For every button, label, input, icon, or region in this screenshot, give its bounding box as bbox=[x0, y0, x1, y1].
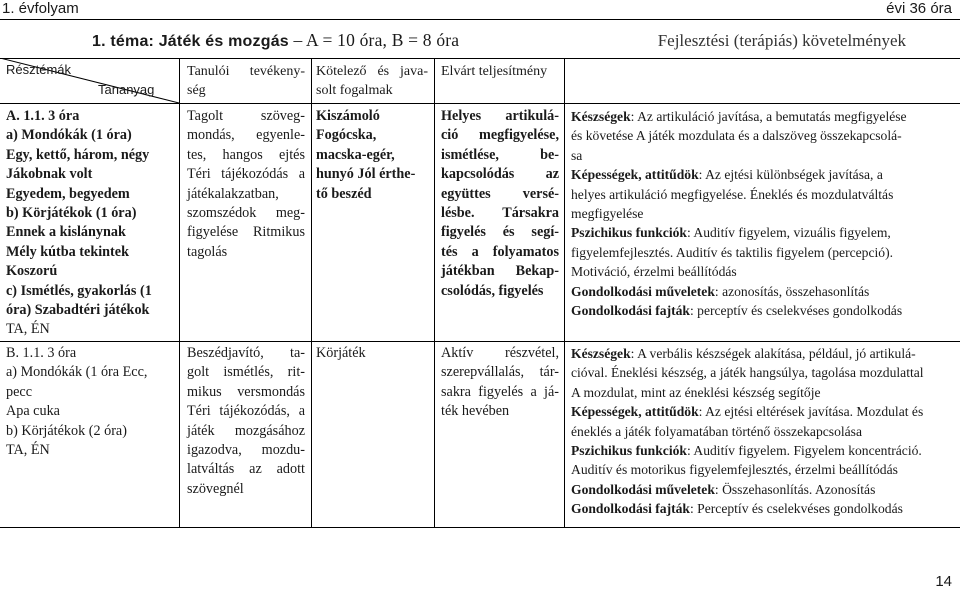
row-b-concepts bbox=[316, 344, 428, 363]
concept-line: Körjáték bbox=[316, 345, 366, 361]
header-activity-line: ség bbox=[187, 83, 206, 99]
concept-line: macska-egér, bbox=[316, 146, 395, 163]
activity-line: tagolás bbox=[187, 243, 228, 260]
requirement-line: sa bbox=[571, 147, 583, 163]
topic-line: b) Körjátékok (2 óra) bbox=[6, 422, 127, 439]
title-prefix: 1. téma: Játék és mozgás bbox=[92, 33, 289, 50]
requirement-line: A mozdulat, mint az éneklési készség segítője bbox=[571, 384, 821, 400]
row-a-topics bbox=[6, 107, 176, 340]
activity-line: Téri tájékozódás a bbox=[187, 166, 305, 183]
requirement-line: Auditív és motorikus figyelemfejlesztés, érzelmi beállítódás bbox=[571, 462, 898, 478]
performance-line: csolódás, figyelés bbox=[441, 282, 544, 299]
header-expected-performance: Elvárt teljesítmény bbox=[441, 64, 548, 79]
topic-line: a) Mondókák (1 óra) bbox=[6, 127, 132, 144]
header-rule bbox=[0, 19, 960, 20]
col-divider-4 bbox=[564, 58, 565, 528]
requirement-line: Pszichikus funkciók: Auditív figyelem, vizuális figyelem, bbox=[571, 225, 891, 241]
performance-line: ismétlése, be- bbox=[441, 146, 559, 163]
topic-line: Koszorú bbox=[6, 263, 58, 280]
col-divider-1 bbox=[179, 58, 180, 528]
requirement-line: éneklés a játék folyamatában történő összekapcsolása bbox=[571, 423, 863, 439]
activity-line: szomszédok meg- bbox=[187, 205, 305, 222]
activity-line: játék mozgásához bbox=[187, 422, 305, 439]
row-b-activities bbox=[187, 344, 305, 499]
performance-line: sakra figyelés a já- bbox=[441, 383, 559, 400]
topic-line: c) Ismétlés, gyakorlás (1 bbox=[6, 282, 152, 299]
row-a-activities bbox=[187, 107, 305, 262]
concept-line: hunyó Jól érthe- bbox=[316, 166, 416, 183]
activity-line: Beszédjavító, ta- bbox=[187, 345, 305, 361]
activity-line: tes, hangos ejtés bbox=[187, 146, 305, 163]
activity-line: játékalakzatban, bbox=[187, 185, 279, 202]
row-a-performance bbox=[441, 107, 559, 301]
requirement-line: Képességek, attitűdök: Az ejtési különbségek javítása, a bbox=[571, 167, 883, 183]
row-b-topics bbox=[6, 344, 176, 460]
topic-line: a) Mondókák (1 óra Ecc, bbox=[6, 364, 148, 381]
requirement-line: Készségek: A verbális készségek alakítása, például, jó artikulá- bbox=[571, 346, 916, 361]
col-divider-3 bbox=[434, 58, 435, 528]
performance-line: játékban Bekap- bbox=[441, 263, 559, 280]
topic-line: TA, ÉN bbox=[6, 321, 50, 338]
topic-line: óra) Szabadtéri játékok bbox=[6, 302, 150, 319]
col-divider-2 bbox=[311, 58, 312, 528]
activity-line: szövegnél bbox=[187, 480, 244, 497]
performance-line: Aktív részvétel, bbox=[441, 345, 559, 361]
header-subtopics: Résztémák bbox=[6, 62, 72, 77]
requirement-line: Gondolkodási fajták: Perceptív és cselekvéses gondolkodás bbox=[571, 501, 903, 517]
requirement-line: Motiváció, érzelmi beállítódás bbox=[571, 264, 737, 280]
topic-line: Mély kútba tekintek bbox=[6, 243, 129, 260]
activity-line: Tagolt szöveg- bbox=[187, 108, 305, 124]
activity-line: figyelése Ritmikus bbox=[187, 224, 305, 241]
page-header-left: 1. évfolyam bbox=[2, 0, 79, 17]
concept-line: Kiszámoló bbox=[316, 108, 380, 124]
concept-line: tő beszéd bbox=[316, 185, 372, 202]
topic-line: Ennek a kislánynak bbox=[6, 224, 126, 241]
activity-line: Téri tájékozódás, a bbox=[187, 403, 305, 420]
header-concepts bbox=[316, 62, 428, 101]
activity-line: latváltás az adott bbox=[187, 461, 305, 478]
header-concepts-line: solt fogalmak bbox=[316, 83, 393, 99]
topic-line: Egyedem, begyedem bbox=[6, 185, 130, 202]
row-b-requirements bbox=[571, 344, 955, 519]
table-bottom-border bbox=[0, 527, 960, 528]
performance-line: lésbe. Társakra bbox=[441, 205, 559, 222]
topic-line: B. 1.1. 3 óra bbox=[6, 345, 77, 361]
concept-line: Fogócska, bbox=[316, 127, 377, 144]
topic-line: pecc bbox=[6, 383, 32, 400]
activity-line: mondás, egyenle- bbox=[187, 127, 305, 144]
activity-line: golt ismétlés, rit- bbox=[187, 364, 305, 381]
title-rest: – A = 10 óra, B = 8 óra bbox=[288, 30, 460, 50]
requirement-line: Gondolkodási műveletek: azonosítás, összehasonlítás bbox=[571, 283, 870, 299]
topic-line: TA, ÉN bbox=[6, 442, 50, 459]
requirement-line: Készségek: Az artikuláció javítása, a bemutatás megfigyelése bbox=[571, 109, 907, 124]
topic-line: A. 1.1. 3 óra bbox=[6, 108, 80, 124]
requirement-line: cióval. Éneklési készség, a játék hangsúlya, tagolása mozdulattal bbox=[571, 365, 924, 381]
requirement-line: Képességek, attitűdök: Az ejtési eltérések javítása. Mozdulat és bbox=[571, 404, 924, 420]
page-header-right: évi 36 óra bbox=[886, 0, 952, 17]
topic-line: b) Körjátékok (1 óra) bbox=[6, 205, 137, 222]
performance-line: figyelés és segí- bbox=[441, 224, 559, 241]
row-divider bbox=[0, 341, 960, 342]
header-activity-line: Tanulói tevékeny- bbox=[187, 64, 305, 79]
requirements-title: Fejlesztési (terápiás) követelmények bbox=[657, 31, 906, 50]
header-curriculum: Tananyag bbox=[98, 82, 155, 97]
activity-line: mikus versmondás bbox=[187, 383, 305, 400]
header-student-activity bbox=[187, 62, 305, 101]
performance-line: kapcsolódás az bbox=[441, 166, 559, 183]
performance-line: tés a folyamatos bbox=[441, 243, 559, 260]
topic-line: Jákobnak volt bbox=[6, 166, 93, 183]
performance-line: Helyes artikulá- bbox=[441, 108, 559, 124]
topic-line: Apa cuka bbox=[6, 403, 60, 420]
document-title bbox=[92, 30, 459, 51]
row-a-requirements bbox=[571, 107, 955, 320]
row-b-performance bbox=[441, 344, 559, 422]
page-number: 14 bbox=[935, 573, 952, 590]
topic-line: Egy, kettő, három, négy bbox=[6, 146, 150, 163]
requirement-line: Gondolkodási fajták: perceptív és cselekvéses gondolkodás bbox=[571, 303, 903, 319]
row-a-concepts bbox=[316, 107, 428, 204]
requirement-line: figyelemfejlesztés. Auditív és taktilis figyelem (percepció). bbox=[571, 244, 893, 260]
requirement-line: és követése A játék mozdulata és a dalszöveg összekapcsolá- bbox=[571, 128, 902, 144]
requirement-line: Pszichikus funkciók: Auditív figyelem. Figyelem koncentráció. bbox=[571, 443, 922, 459]
requirement-line: Gondolkodási műveletek: Összehasonlítás. Azonosítás bbox=[571, 481, 876, 497]
performance-line: ték hevében bbox=[441, 403, 510, 420]
requirement-line: megfigyelése bbox=[571, 206, 644, 222]
requirement-line: helyes artikuláció megfigyelése. Éneklés és mozdulatváltás bbox=[571, 186, 894, 202]
header-concepts-line: Kötelező és java- bbox=[316, 64, 428, 79]
performance-line: együttes versé- bbox=[441, 185, 559, 202]
performance-line: ció megfigyelése, bbox=[441, 127, 559, 144]
activity-line: igazodva, mozdu- bbox=[187, 442, 305, 459]
performance-line: szerepvállalás, tár- bbox=[441, 364, 559, 381]
